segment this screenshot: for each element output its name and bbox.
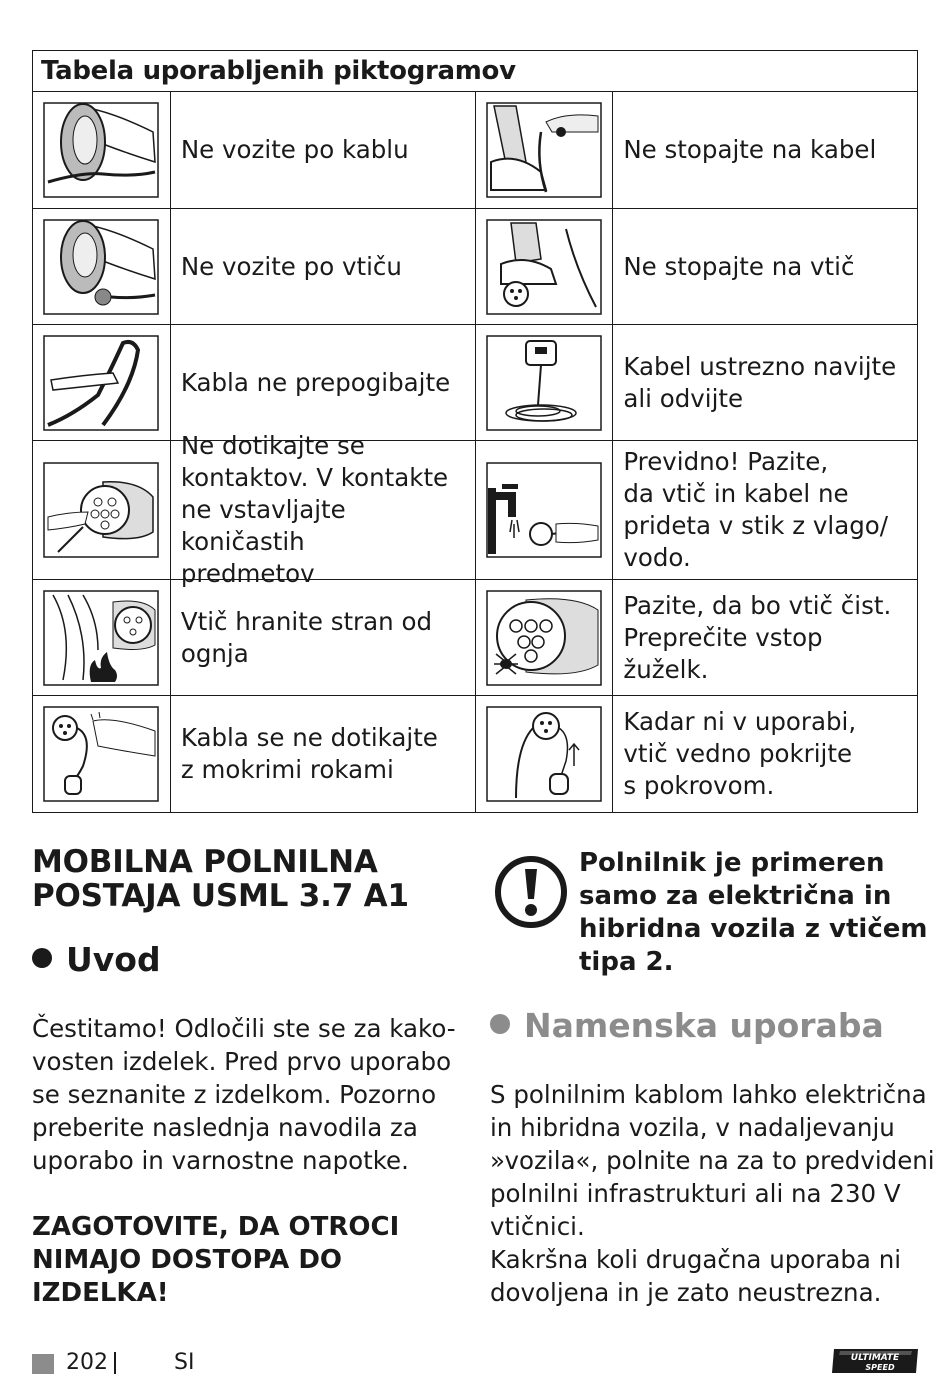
page-number: 202: [66, 1350, 108, 1375]
plug-cover-icon: [476, 696, 614, 812]
car-wheel-on-cable-icon: [33, 92, 171, 208]
pictogram-table: [32, 50, 918, 813]
table-row: [33, 209, 917, 325]
pictogram-label: Ne dotikajte se kontaktov. V kontakte ne vstavljajte koničastih predmetov: [171, 441, 476, 579]
water-tap-plug-icon: [476, 441, 614, 579]
foot-on-plug-icon: [476, 209, 614, 324]
footer-divider: [114, 1352, 116, 1374]
svg-text:ULTIMATE: ULTIMATE: [850, 1353, 900, 1363]
pictogram-label: Ne vozite po vtiču: [171, 209, 476, 324]
bent-cable-icon: [33, 325, 171, 440]
pictogram-label: Vtič hranite stran od ognja: [171, 580, 476, 695]
foot-on-cable-icon: [476, 92, 614, 208]
language-code: SI: [174, 1350, 195, 1375]
pictogram-label: Pazite, da bo vtič čist. Preprečite vstop žuželk.: [623, 590, 892, 684]
table-row: [33, 431, 917, 588]
exclamation-circle-icon: [494, 855, 568, 929]
intended-use-paragraph: S polnilnim kablom lahko električna in hibridna vozila, v nadaljevanju »vozila«, polnite na za to predvideni polnilni infrastrukturi ali na 230 V vtičnici. Kakršna koli drugačna uporaba ni dovoljena in je zato neustrezna.: [490, 1080, 935, 1307]
section-heading-intro: Uvod: [32, 942, 161, 978]
intro-paragraph: Čestitamo! Odločili ste se za kako- vosten izdelek. Pred prvo uporabo se seznanite z izdelkom. Pozorno preberite naslednja navodila za uporabo in varnostne napotke.: [32, 1014, 456, 1175]
table-row: [33, 325, 917, 441]
section-heading-intended-use: Namenska uporaba: [490, 1008, 884, 1044]
pictogram-label: Ne stopajte na kabel: [623, 135, 877, 164]
footer-marker: [32, 1354, 54, 1374]
pictogram-label: Ne stopajte na vtič: [623, 251, 855, 281]
pictogram-label: Kabel ustrezno navijte ali odvijte: [623, 351, 897, 413]
vehicle-compatibility-note: Polnilnik je primeren samo za električna in hibridna vozila z vtičem tipa 2.: [579, 848, 928, 977]
children-warning: ZAGOTOVITE, DA OTROCI NIMAJO DOSTOPA DO IZDELKA!: [32, 1212, 400, 1308]
pictogram-label: Kabla se ne dotikajte z mokrimi rokami: [171, 696, 476, 812]
table-row: [33, 92, 917, 209]
pictogram-label: Ne vozite po kablu: [171, 92, 476, 208]
coiled-cable-icon: [476, 325, 614, 440]
pictogram-label: Kabla ne prepogibajte: [171, 325, 476, 440]
plug-fire-icon: [33, 580, 171, 695]
touch-contacts-icon: [33, 441, 171, 579]
pictogram-label: Kadar ni v uporabi, vtič vedno pokrijte s pokrovom.: [623, 707, 857, 800]
wet-hands-plug-icon: [33, 696, 171, 812]
brand-logo: [832, 1347, 918, 1375]
pictogram-label: Previdno! Pazite, da vtič in kabel ne prideta v stik z vlago/ vodo.: [623, 447, 889, 572]
plug-insect-icon: [476, 580, 614, 695]
bullet-dot: [490, 1014, 510, 1034]
svg-text:SPEED: SPEED: [865, 1363, 895, 1372]
table-title: Tabela uporabljenih piktogramov: [33, 51, 917, 92]
table-row: [33, 580, 917, 696]
page-title: MOBILNA POLNILNA POSTAJA USML 3.7 A1: [32, 844, 409, 914]
table-row: [33, 696, 917, 812]
bullet-dot: [32, 948, 52, 968]
car-wheel-on-plug-icon: [33, 209, 171, 324]
